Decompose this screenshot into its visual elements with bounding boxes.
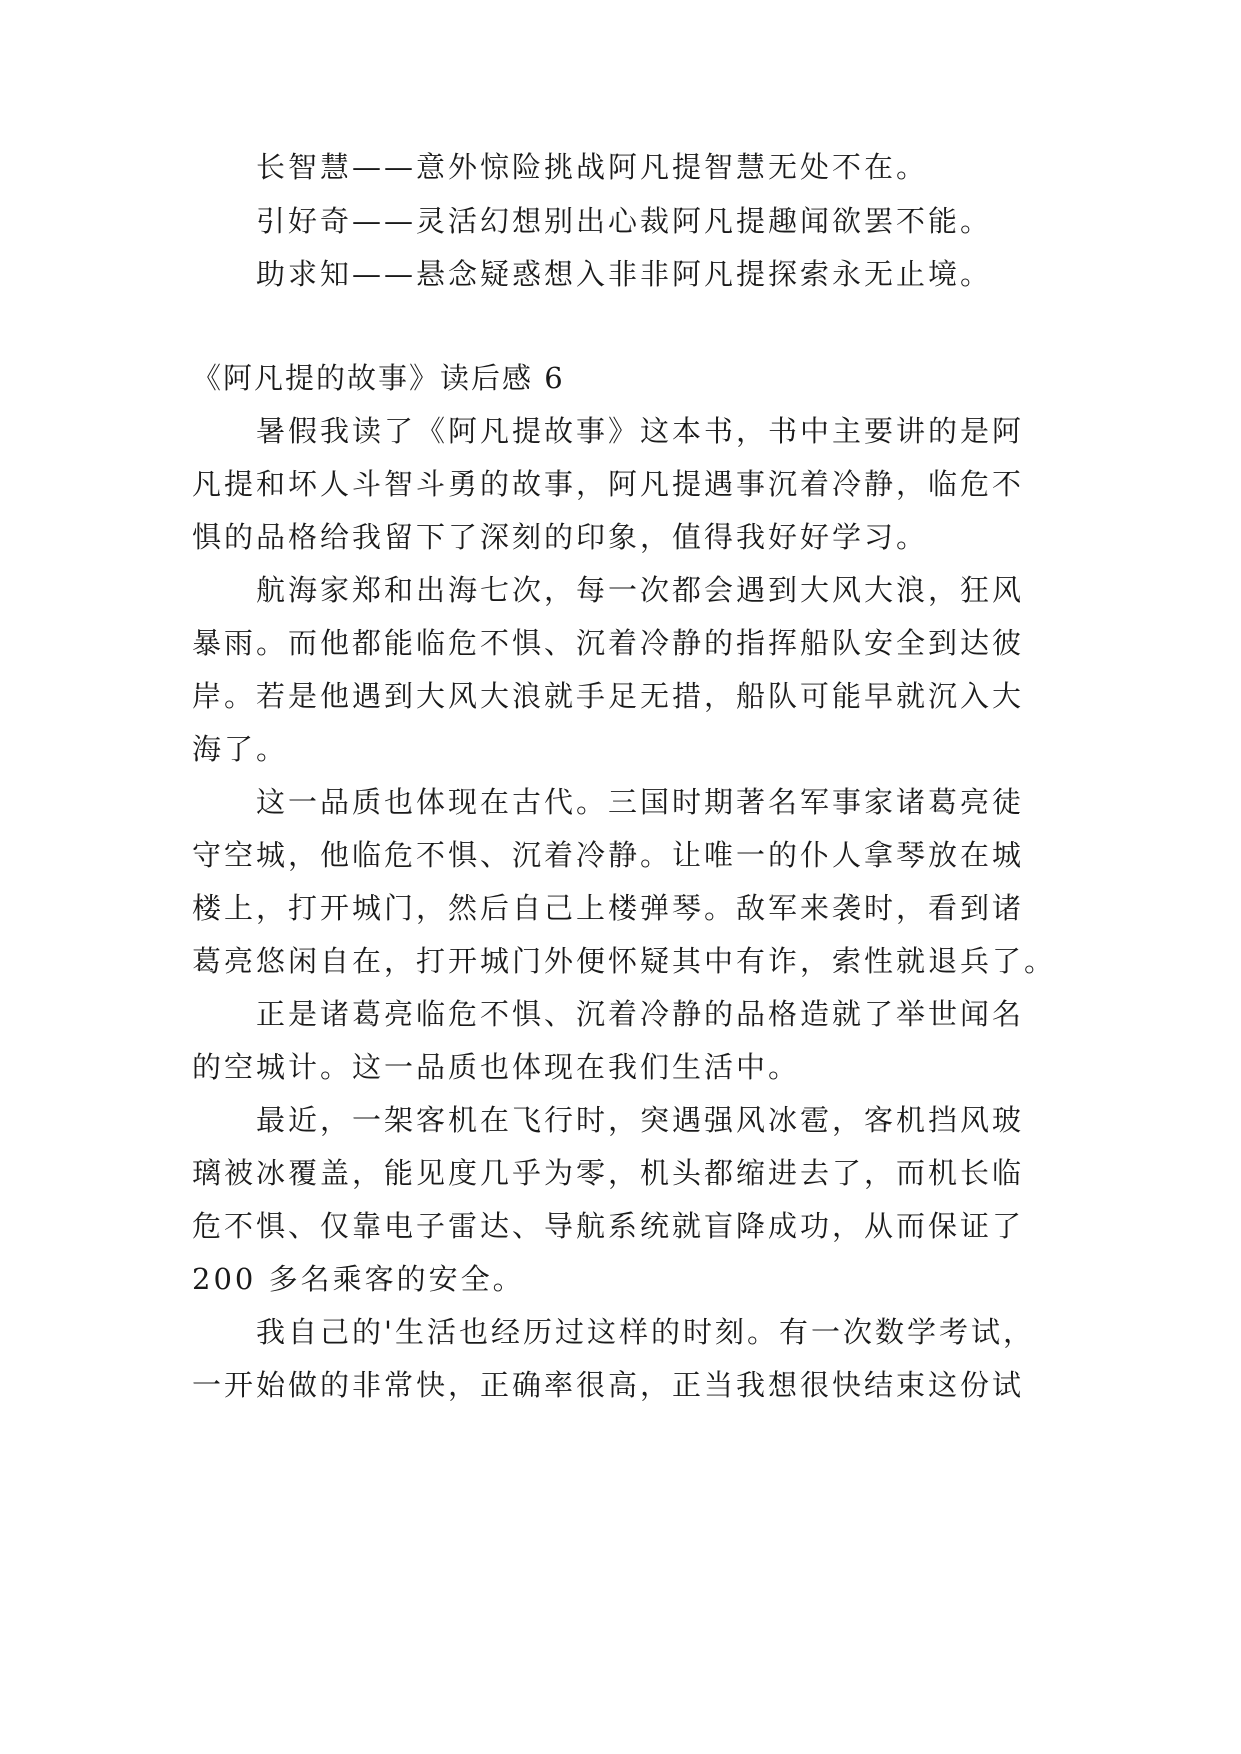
paragraph-line: 航海家郑和出海七次，每一次都会遇到大风大浪，狂风 xyxy=(256,573,1025,607)
paragraph-line: 的空城计。这一品质也体现在我们生活中。 xyxy=(192,1050,801,1084)
paragraph-line: 正是诸葛亮临危不惧、沉着冷静的品格造就了举世闻名 xyxy=(256,997,1025,1031)
paragraph-line: 这一品质也体现在古代。三国时期著名军事家诸葛亮徒 xyxy=(256,785,1025,819)
section-title: 《阿凡提的故事》读后感 6 xyxy=(192,361,565,395)
paragraph-line: 我自己的'生活也经历过这样的时刻。有一次数学考试， xyxy=(256,1315,1035,1349)
intro-line: 引好奇——灵活幻想别出心裁阿凡提趣闻欲罢不能。 xyxy=(256,204,993,238)
paragraph-line: 暴雨。而他都能临危不惧、沉着冷静的指挥船队安全到达彼 xyxy=(192,626,1025,660)
paragraph-line: 守空城，他临危不惧、沉着冷静。让唯一的仆人拿琴放在城 xyxy=(192,838,1025,872)
paragraph-line: 危不惧、仅靠电子雷达、导航系统就盲降成功，从而保证了 xyxy=(192,1209,1025,1243)
paragraph-line: 楼上，打开城门，然后自己上楼弹琴。敌军来袭时，看到诸 xyxy=(192,891,1025,925)
paragraph-line: 凡提和坏人斗智斗勇的故事，阿凡提遇事沉着冷静，临危不 xyxy=(192,467,1025,501)
intro-line: 长智慧——意外惊险挑战阿凡提智慧无处不在。 xyxy=(256,150,929,184)
paragraph-line: 海了。 xyxy=(192,732,289,766)
paragraph-line: 葛亮悠闲自在，打开城门外便怀疑其中有诈，索性就退兵了。 xyxy=(192,944,1057,978)
paragraph-line: 岸。若是他遇到大风大浪就手足无措，船队可能早就沉入大 xyxy=(192,679,1025,713)
paragraph-line: 200 多名乘客的安全。 xyxy=(192,1262,525,1296)
paragraph-line: 暑假我读了《阿凡提故事》这本书，书中主要讲的是阿 xyxy=(256,414,1025,448)
paragraph-line: 惧的品格给我留下了深刻的印象，值得我好好学习。 xyxy=(192,520,929,554)
paragraph-line: 一开始做的非常快，正确率很高，正当我想很快结束这份试 xyxy=(192,1368,1025,1402)
intro-line: 助求知——悬念疑惑想入非非阿凡提探索永无止境。 xyxy=(256,257,993,291)
paragraph-line: 璃被冰覆盖，能见度几乎为零，机头都缩进去了，而机长临 xyxy=(192,1156,1025,1190)
paragraph-line: 最近，一架客机在飞行时，突遇强风冰雹，客机挡风玻 xyxy=(256,1103,1025,1137)
